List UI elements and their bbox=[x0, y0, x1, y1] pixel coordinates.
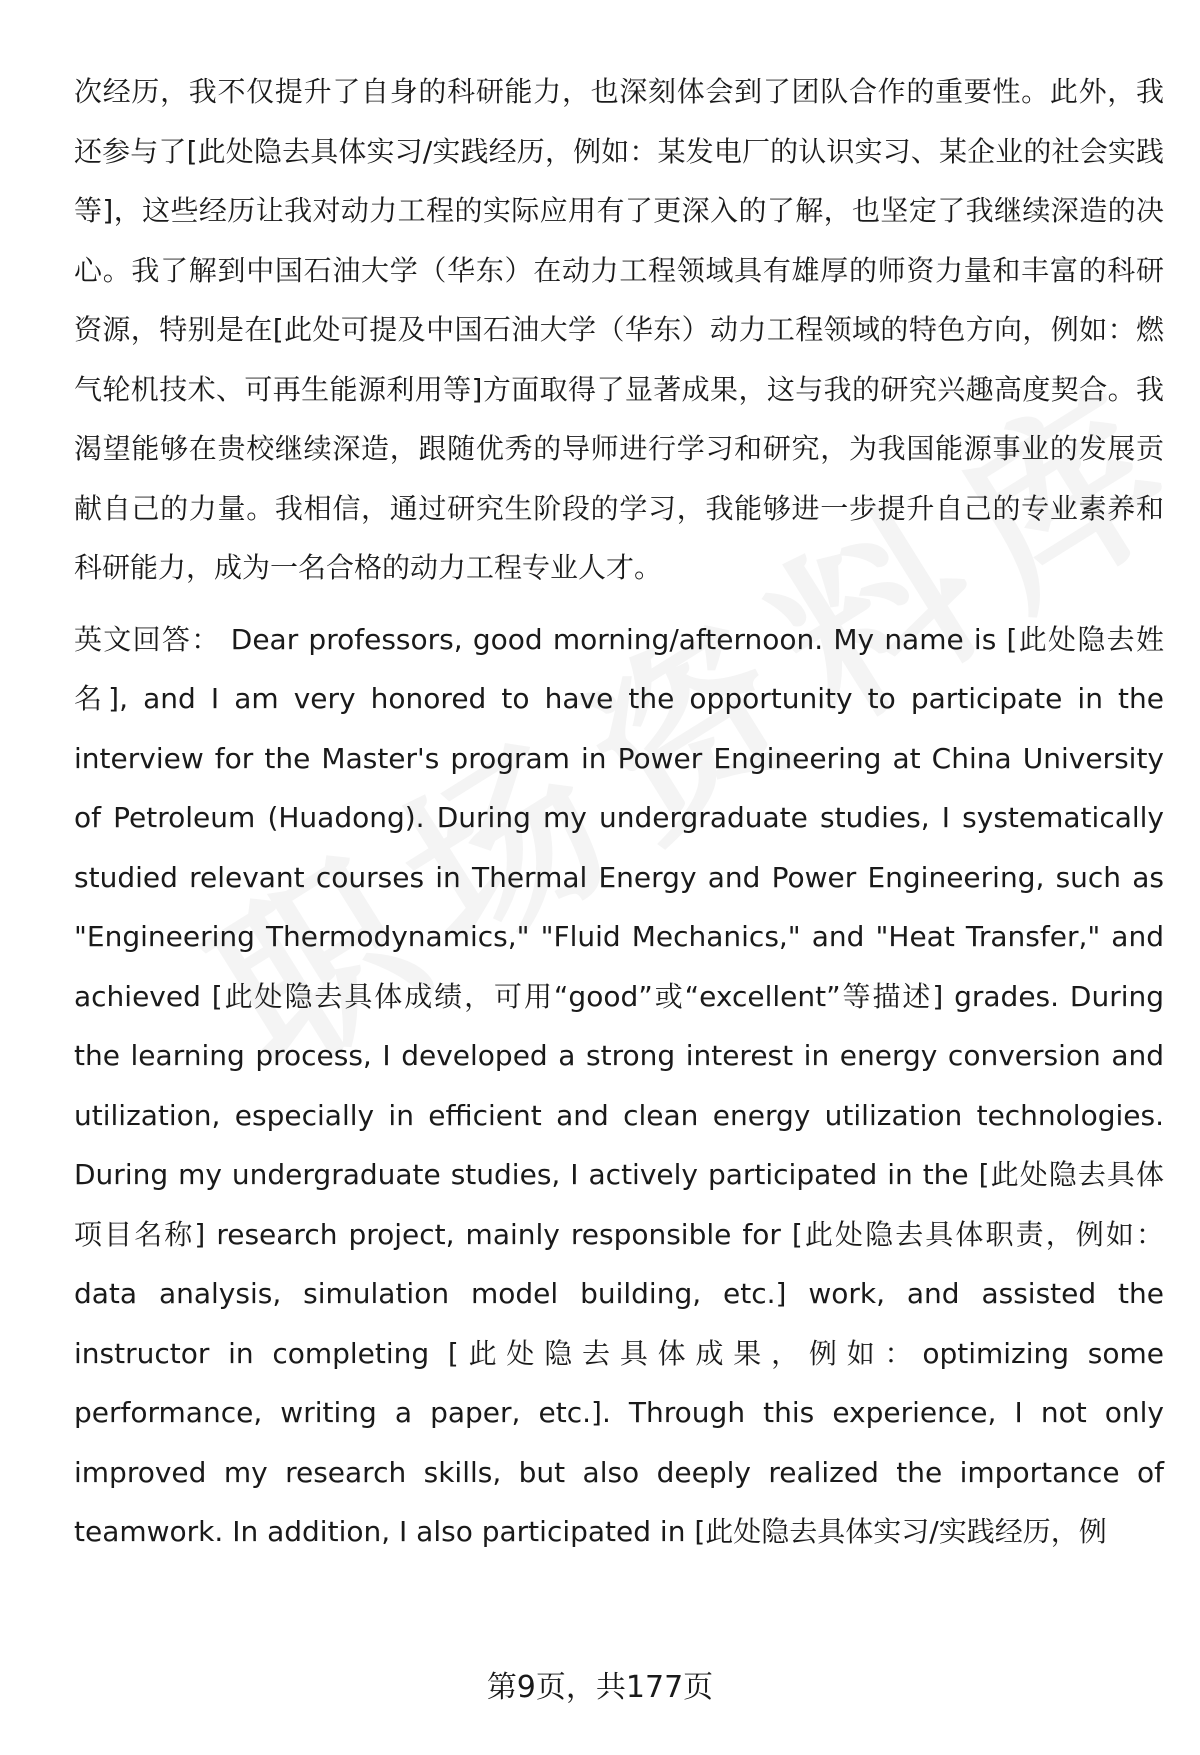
document-body bbox=[74, 62, 1164, 1562]
paragraph-english-answer: 英文回答： Dear professors, good morning/afternoon. My name is [此处隐去姓名], and I am very honored to have the opportunity to participate in the interview for the Master's program in Power Engineering at China University of Petroleum (Huadong). During my undergraduate studies, I systematically studied relevant courses in Thermal Energy and Power Engineering, such as "Engineering Thermodynamics," "Fluid Mechanics," and "Heat Transfer," and achieved [此处隐去具体成绩，可用“good”或“excellent”等描述] grades. During the learning process, I developed a strong interest in energy conversion and utilization, especially in efficient and clean energy utilization technologies. During my undergraduate studies, I actively participated in the [此处隐去具体项目名称] research project, mainly responsible for [此处隐去具体职责，例如：data analysis, simulation model building, etc.] work, and assisted the instructor in completing [此处隐去具体成果，例如：optimizing some performance, writing a paper, etc.]. Through this experience, I not only improved my research skills, but also deeply realized the importance of teamwork. In addition, I also participated in [此处隐去具体实习/实践经历，例 bbox=[74, 622, 1164, 1548]
page-number-footer: 第9页，共177页 bbox=[486, 1670, 714, 1705]
paragraph-chinese-continuation: 次经历，我不仅提升了自身的科研能力，也深刻体会到了团队合作的重要性。此外，我还参与了[此处隐去具体实习/实践经历，例如：某发电厂的认识实习、某企业的社会实践等]，这些经历让我对动力工程的实际应用有了更深入的了解，也坚定了我继续深造的决心。我了解到中国石油大学（华东）在动力工程领域具有雄厚的师资力量和丰富的科研资源，特别是在[此处可提及中国石油大学（华东）动力工程领域的特色方向，例如：燃气轮机技术、可再生能源利用等]方面取得了显著成果，这与我的研究兴趣高度契合。我渴望能够在贵校继续深造，跟随优秀的导师进行学习和研究，为我国能源事业的发展贡献自己的力量。我相信，通过研究生阶段的学习，我能够进一步提升自己的专业素养和科研能力，成为一名合格的动力工程专业人才。 bbox=[74, 75, 1164, 584]
